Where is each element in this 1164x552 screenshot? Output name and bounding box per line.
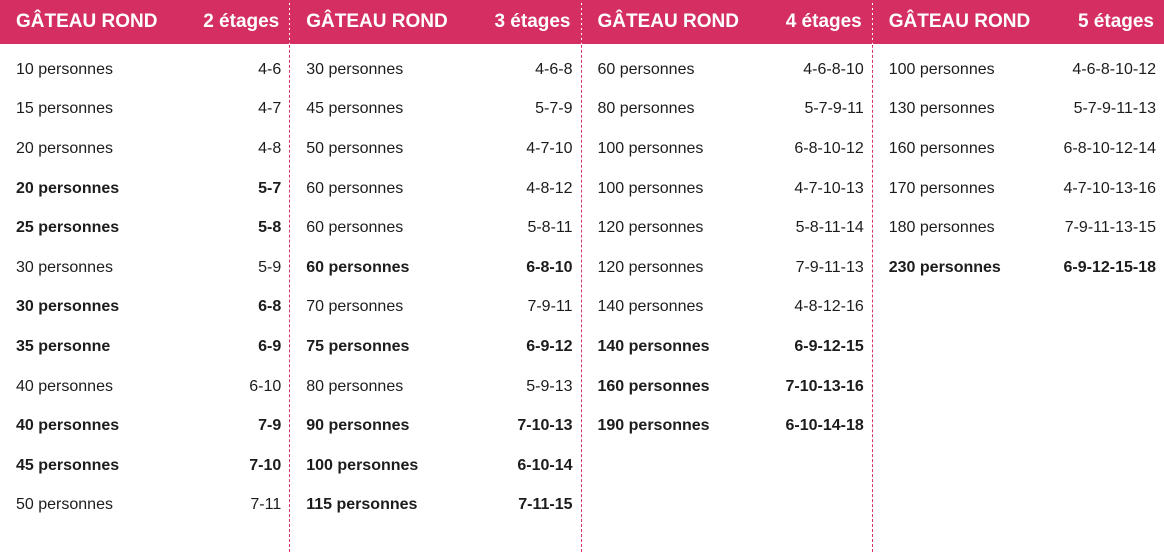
table-row — [0, 367, 289, 407]
column-title: GÂTEAU ROND — [16, 11, 158, 32]
column-title: GÂTEAU ROND — [888, 11, 1031, 32]
guest-count: 70 personnes — [306, 298, 404, 316]
table-row — [873, 50, 1164, 90]
table-row — [582, 129, 872, 169]
tier-sizes: 5-9-13 — [526, 377, 573, 395]
table-row — [0, 248, 289, 288]
guest-count: 50 personnes — [16, 496, 113, 514]
guest-count: 120 personnes — [597, 219, 704, 237]
guest-count: 115 personnes — [306, 496, 418, 514]
tier-sizes: 4-8-12 — [526, 179, 573, 197]
guest-count: 230 personnes — [888, 258, 1001, 276]
column-tiers: 4 étages — [785, 11, 862, 32]
column-title: GÂTEAU ROND — [597, 11, 739, 32]
guest-count: 100 personnes — [597, 179, 704, 197]
guest-count: 170 personnes — [888, 179, 995, 197]
table-row — [0, 208, 289, 248]
table-row — [290, 406, 580, 446]
tier-sizes: 6-8 — [258, 298, 282, 316]
table-row — [290, 486, 580, 526]
column-header — [873, 0, 1164, 44]
tier-sizes: 6-9-12-15-18 — [1063, 258, 1156, 276]
column-title: GÂTEAU ROND — [306, 11, 448, 32]
table-row — [582, 367, 872, 407]
guest-count: 25 personnes — [16, 219, 120, 237]
table-row — [0, 446, 289, 486]
guest-count: 100 personnes — [888, 60, 995, 78]
table-row — [0, 129, 289, 169]
tier-sizes: 4-6-8-10-12 — [1072, 60, 1156, 78]
guest-count: 35 personne — [16, 337, 111, 355]
table-row — [873, 208, 1164, 248]
guest-count: 45 personnes — [306, 100, 404, 118]
tier-sizes: 7-9-11 — [527, 298, 573, 316]
guest-count: 30 personnes — [16, 258, 113, 276]
tier-sizes: 5-7-9-11 — [804, 100, 864, 118]
column-tiers: 5 étages — [1077, 11, 1154, 32]
guest-count: 20 personnes — [16, 139, 113, 157]
guest-count: 50 personnes — [306, 139, 404, 157]
column-rows — [0, 50, 289, 525]
table-row — [290, 367, 580, 407]
column-5-tiers — [872, 0, 1164, 552]
table-row — [290, 288, 580, 328]
tier-sizes: 4-7-10-13 — [794, 179, 864, 197]
tier-sizes: 4-6 — [258, 60, 282, 78]
guest-count: 30 personnes — [306, 60, 404, 78]
column-tiers: 2 étages — [203, 11, 280, 32]
column-header — [0, 0, 289, 44]
tier-sizes: 4-7-10-13-16 — [1063, 179, 1156, 197]
table-row — [290, 446, 580, 486]
table-row — [582, 50, 872, 90]
table-row — [0, 406, 289, 446]
table-row — [873, 90, 1164, 130]
tier-sizes: 7-10-13-16 — [785, 377, 864, 395]
guest-count: 75 personnes — [306, 337, 410, 355]
column-2-tiers — [0, 0, 289, 552]
guest-count: 60 personnes — [597, 60, 695, 78]
tier-sizes: 4-6-8 — [535, 60, 573, 78]
tier-sizes: 5-7-9-11-13 — [1073, 100, 1156, 118]
tier-sizes: 6-9-12 — [526, 337, 573, 355]
tier-sizes: 6-8-10-12-14 — [1063, 139, 1156, 157]
table-row — [290, 129, 580, 169]
table-row — [290, 208, 580, 248]
guest-count: 140 personnes — [597, 298, 704, 316]
tier-sizes: 7-11-15 — [518, 496, 573, 514]
table-row — [582, 406, 872, 446]
guest-count: 130 personnes — [888, 100, 995, 118]
table-row — [582, 208, 872, 248]
tier-sizes: 6-10-14-18 — [785, 417, 864, 435]
table-row — [873, 248, 1164, 288]
table-row — [582, 90, 872, 130]
table-row — [582, 288, 872, 328]
tier-sizes: 5-7-9 — [535, 100, 573, 118]
table-row — [0, 288, 289, 328]
table-row — [0, 50, 289, 90]
column-rows — [582, 50, 872, 446]
table-row — [0, 169, 289, 209]
table-row — [0, 327, 289, 367]
column-rows — [873, 50, 1164, 288]
tier-sizes: 4-7-10 — [526, 139, 573, 157]
guest-count: 60 personnes — [306, 219, 404, 237]
column-rows — [290, 50, 580, 525]
table-row — [290, 50, 580, 90]
table-row — [290, 248, 580, 288]
table-row — [290, 169, 580, 209]
guest-count: 80 personnes — [597, 100, 695, 118]
table-row — [0, 486, 289, 526]
column-header — [290, 0, 580, 44]
tier-sizes: 4-8 — [258, 139, 282, 157]
guest-count: 30 personnes — [16, 298, 120, 316]
column-4-tiers — [581, 0, 872, 552]
guest-count: 140 personnes — [597, 337, 710, 355]
tier-sizes: 6-8-10-12 — [794, 139, 864, 157]
tier-sizes: 7-10-13 — [517, 417, 573, 435]
tier-sizes: 7-9-11-13-15 — [1064, 219, 1156, 237]
tier-sizes: 6-8-10 — [526, 258, 573, 276]
tier-sizes: 5-7 — [258, 179, 282, 197]
guest-count: 100 personnes — [597, 139, 704, 157]
guest-count: 190 personnes — [597, 417, 710, 435]
guest-count: 45 personnes — [16, 456, 120, 474]
column-3-tiers — [289, 0, 580, 552]
column-tiers: 3 étages — [494, 11, 571, 32]
guest-count: 90 personnes — [306, 417, 410, 435]
tier-sizes: 7-10 — [249, 456, 282, 474]
guest-count: 60 personnes — [306, 258, 410, 276]
tier-sizes: 6-9 — [258, 337, 282, 355]
tier-sizes: 4-6-8-10 — [803, 60, 864, 78]
guest-count: 60 personnes — [306, 179, 404, 197]
tier-sizes: 7-9 — [258, 417, 282, 435]
column-header — [582, 0, 872, 44]
table-row — [873, 169, 1164, 209]
guest-count: 10 personnes — [16, 60, 113, 78]
guest-count: 120 personnes — [597, 258, 704, 276]
guest-count: 20 personnes — [16, 179, 120, 197]
table-row — [582, 169, 872, 209]
table-row — [873, 129, 1164, 169]
tier-sizes: 5-8-11 — [527, 219, 573, 237]
guest-count: 160 personnes — [888, 139, 995, 157]
tier-sizes: 4-7 — [258, 100, 282, 118]
table-row — [290, 90, 580, 130]
tier-sizes: 6-10 — [249, 377, 282, 395]
guest-count: 160 personnes — [597, 377, 710, 395]
tier-sizes: 5-8-11-14 — [795, 219, 864, 237]
guest-count: 40 personnes — [16, 417, 120, 435]
guest-count: 180 personnes — [888, 219, 995, 237]
tier-sizes: 6-10-14 — [517, 456, 573, 474]
table-row — [582, 327, 872, 367]
guest-count: 15 personnes — [16, 100, 113, 118]
guest-count: 80 personnes — [306, 377, 404, 395]
guest-count: 100 personnes — [306, 456, 419, 474]
tier-sizes: 6-9-12-15 — [794, 337, 864, 355]
table-row — [0, 90, 289, 130]
table-row — [582, 248, 872, 288]
table-row — [290, 327, 580, 367]
tier-sizes: 7-11 — [250, 496, 282, 514]
guest-count: 40 personnes — [16, 377, 113, 395]
tier-sizes: 5-8 — [258, 219, 282, 237]
tier-sizes: 5-9 — [258, 258, 282, 276]
tier-sizes: 4-8-12-16 — [794, 298, 864, 316]
tier-sizes: 7-9-11-13 — [795, 258, 864, 276]
